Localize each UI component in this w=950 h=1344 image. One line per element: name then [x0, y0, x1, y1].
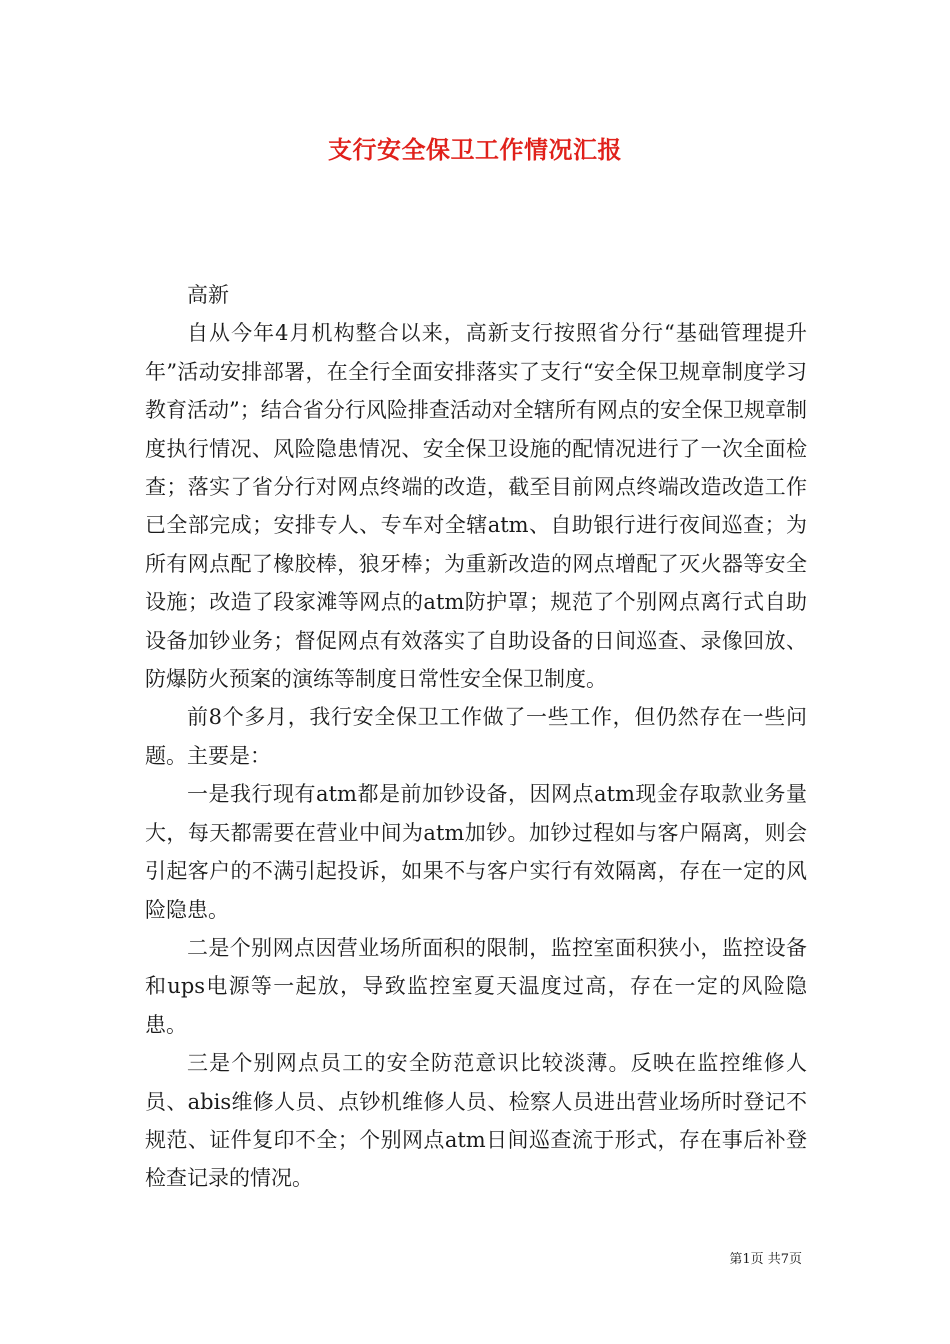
document-title: 支行安全保卫工作情况汇报	[328, 135, 622, 164]
paragraph-problem-3: 三是个别网点员工的安全防范意识比较淡薄。反映在监控维修人员、abis维修人员、点钞机维修人员、检察人员进出营业场所时登记不规范、证件复印不全；个别网点atm日间巡查流于形式，存在事后补登检查记录的情况。	[145, 1051, 807, 1191]
paragraph-problem-2: 二是个别网点因营业场所面积的限制，监控室面积狭小，监控设备和ups电源等一起放，导致监控室夏天温度过高，存在一定的风险隐患。	[145, 935, 807, 1037]
paragraph-summary: 自从今年4月机构整合以来，高新支行按照省分行“基础管理提升年”活动安排部署，在全行全面安排落实了支行“安全保卫规章制度学习教育活动”；结合省分行风险排查活动对全辖所有网点的安全保卫规章制度执行情况、风险隐患情况、安全保卫设施的配情况进行了一次全面检查；落实了省分行对网点终端的改造，截至目前网点终端改造改造工作已全部完成；安排专人、专车对全辖atm、自助银行进行夜间巡查；为所有网点配了橡胶棒，狼牙棒；为重新改造的网点增配了灭火器等安全设施；改造了段家滩等网点的atm防护罩；规范了个别网点离行式自助设备加钞业务；督促网点有效落实了自助设备的日间巡查、录像回放、防爆防火预案的演练等制度日常性安全保卫制度。	[145, 321, 807, 692]
document-body	[145, 276, 807, 1198]
paragraph-author: 高新	[187, 283, 229, 307]
paragraph-problems-intro: 前8个多月，我行安全保卫工作做了一些工作，但仍然存在一些问题。主要是：	[145, 705, 807, 768]
page-number: 第1页 共7页	[729, 1252, 802, 1267]
paragraph-problem-1: 一是我行现有atm都是前加钞设备，因网点atm现金存取款业务量大，每天都需要在营业中间为atm加钞。加钞过程如与客户隔离，则会引起客户的不满引起投诉，如果不与客户实行有效隔离，存在一定的风险隐患。	[145, 782, 807, 922]
